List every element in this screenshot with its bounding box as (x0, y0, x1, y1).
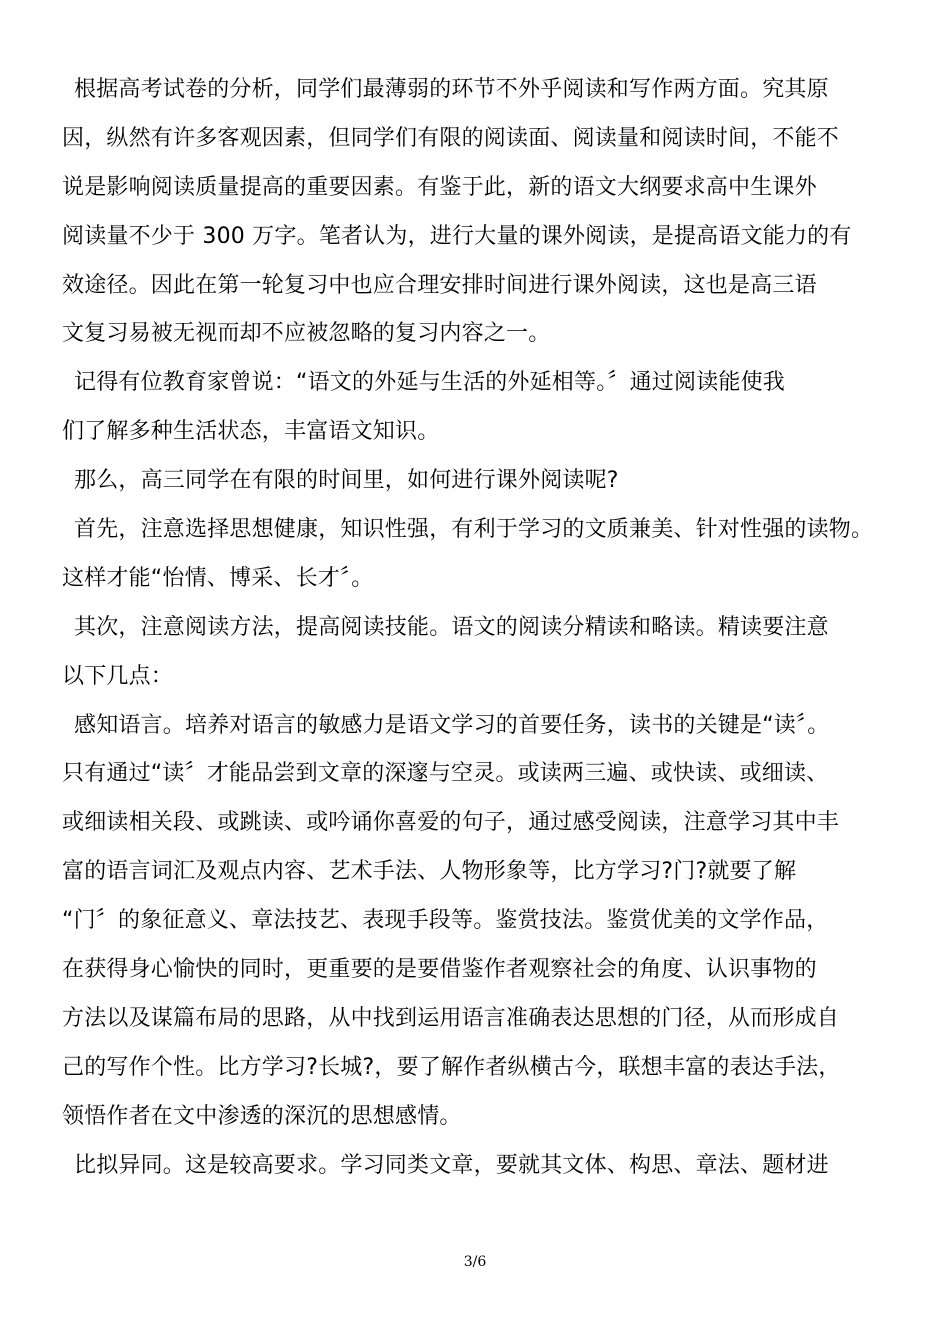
text-line: 或细读相关段、或跳读、或吟诵你喜爱的句子，通过感受阅读，注意学习其中丰 (62, 810, 840, 836)
text-line: 己的写作个性。比方学习?长城?，要了解作者纵横古今，联想丰富的表达手法， (62, 1054, 841, 1080)
text-line: 比拟异同。这是较高要求。学习同类文章，要就其文体、构思、章法、题材进 (74, 1152, 829, 1178)
document-body (62, 66, 922, 1190)
text-line: 只有通过“读〞才能品尝到文章的深邃与空灵。或读两三遍、或快读、或细读、 (62, 761, 829, 787)
text-line: 们了解多种生活状态，丰富语文知识。 (62, 419, 440, 445)
text-line: 效途径。因此在第一轮复习中也应合理安排时间进行课外阅读，这也是高三语 (62, 272, 817, 298)
text-line: 富的语言词汇及观点内容、艺术手法、人物形象等，比方学习?门?就要了解 (62, 859, 797, 885)
text-line: 感知语言。培养对语言的敏感力是语文学习的首要任务，读书的关键是“读〞。 (74, 712, 830, 738)
text-line: 在获得身心愉快的同时，更重要的是要借鉴作者观察社会的角度、认识事物的 (62, 957, 817, 983)
text-line: 那么，高三同学在有限的时间里，如何进行课外阅读呢? (74, 468, 619, 494)
text-line: “门〞的象征意义、章法技艺、表现手段等。鉴赏技法。鉴赏优美的文学作品， (62, 908, 829, 934)
text-line: 首先，注意选择思想健康，知识性强，有利于学习的文质兼美、针对性强的读物。 (74, 517, 874, 543)
text-line: 说是影响阅读质量提高的重要因素。有鉴于此，新的语文大纲要求高中生课外 (62, 174, 817, 200)
text-line: 这样才能“怡情、博采、长才〞。 (62, 565, 374, 591)
text-line: 其次，注意阅读方法，提高阅读技能。语文的阅读分精读和略读。精读要注意 (74, 614, 829, 640)
text-line: 领悟作者在文中渗透的深沉的思想感情。 (62, 1103, 462, 1129)
text-line: 根据高考试卷的分析，同学们最薄弱的环节不外乎阅读和写作两方面。究其原 (74, 77, 829, 102)
text-line: 以下几点： (62, 663, 174, 689)
text-line: 因，纵然有许多客观因素，但同学们有限的阅读面、阅读量和阅读时间，不能不 (62, 125, 840, 151)
text-line: 文复习易被无视而却不应被忽略的复习内容之一。 (62, 321, 551, 347)
text-line: 记得有位教育家曾说：“语文的外延与生活的外延相等。〞通过阅读能使我 (74, 370, 785, 396)
text-line: 方法以及谋篇布局的思路，从中找到运用语言准确表达思想的门径，从而形成自 (62, 1005, 840, 1031)
text-line: 阅读量不少于 300 万字。笔者认为，进行大量的课外阅读，是提高语文能力的有 (62, 223, 852, 249)
page-number: 3/6 (463, 1254, 487, 1270)
